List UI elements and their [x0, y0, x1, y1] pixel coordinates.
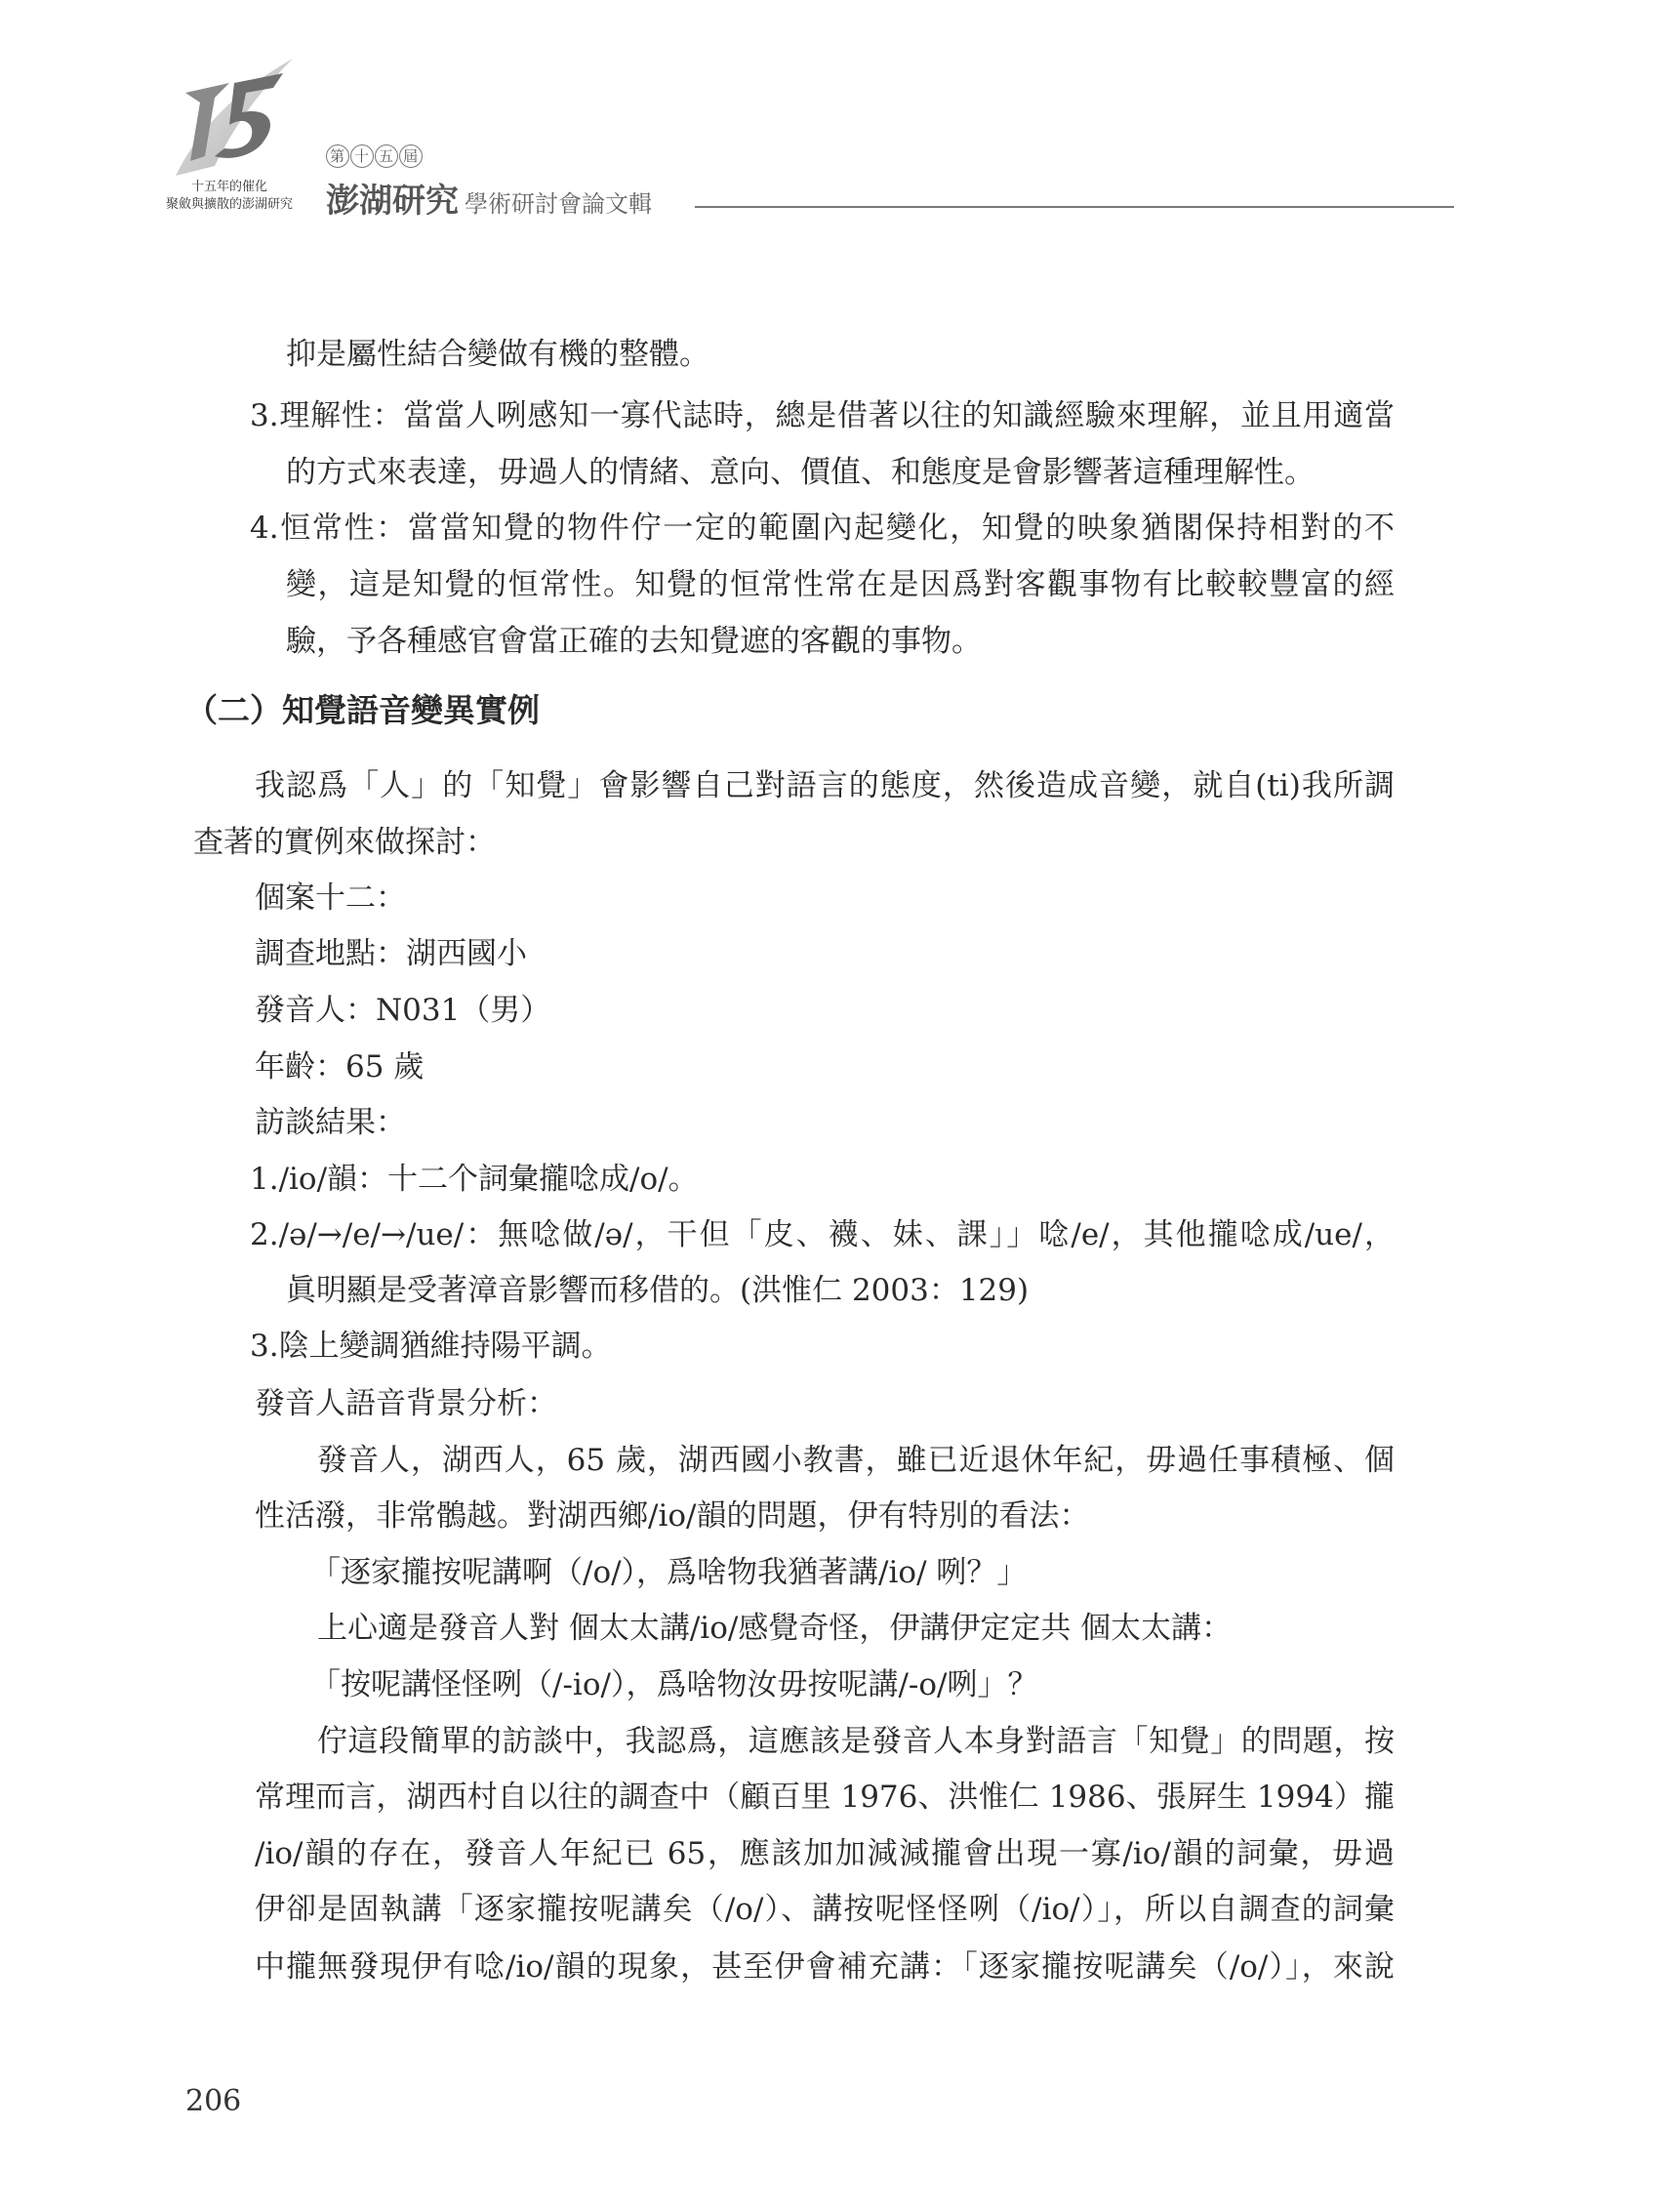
text-line: 的方式來表達，毋過人的情緒、意向、價值、和態度是會影響著這種理解性。 [286, 455, 1315, 490]
result-item-3: 3.陰上變調猶維持陽平調。 [250, 1329, 612, 1364]
survey-location: 調查地點：湖西國小 [255, 936, 527, 971]
list-item-3: 3.理解性：當當人咧感知一寡代誌時，總是借著以往的知識經驗來理解，並且用適當 [250, 398, 1395, 433]
speaker-id: 發音人：N031（男） [255, 993, 551, 1028]
paragraph-line: 常理而言，湖西村自以往的調查中（顧百里 1976、洪惟仁 1986、張屛生 1994）攏 [255, 1780, 1395, 1815]
edition-char: 第 [326, 144, 349, 168]
journal-title-main: 澎湖研究 [326, 182, 459, 221]
case-label: 個案十二： [255, 881, 406, 916]
paragraph-line: 發音人，湖西人，65 歲，湖西國小教書，雖已近退休年紀，毋過任事積極、個 [317, 1443, 1395, 1478]
result-item-2: 2./ə/→/e/→/ue/：無唸做/ə/，干但「皮、襪、妹、課」」唸/e/，其他攏唸成/ue/， [250, 1217, 1395, 1252]
logo-caption-1: 十五年的催化 [190, 180, 267, 194]
header-rule [695, 206, 1454, 208]
paragraph-line: 查著的實例來做探討： [193, 825, 496, 860]
text-line: 眞明顯是受著漳音影響而移借的。(洪惟仁 2003：129) [286, 1273, 1030, 1308]
text-line: 驗，予各種感官會當正確的去知覺遮的客觀的事物。 [286, 624, 982, 659]
journal-title [326, 174, 652, 222]
text-line: 抑是屬性結合變做有機的整體。 [286, 337, 709, 372]
paragraph-line: 我認爲「人」的「知覺」會影響自己對語言的態度，然後造成音變，就自(ti)我所調 [255, 768, 1395, 803]
edition-char: 五 [375, 144, 398, 168]
interview-results-label: 訪談結果： [255, 1105, 406, 1140]
paragraph-line: 中攏無發現伊有唸/io/韻的現象，甚至伊會補充講：「逐家攏按呢講矣（/o/）」，來說 [255, 1949, 1395, 1985]
logo-caption-2: 聚斂與擴散的澎湖研究 [165, 197, 293, 212]
edition-label [326, 144, 424, 168]
speaker-age: 年齡：65 歲 [255, 1049, 425, 1085]
result-item-1: 1./io/韻：十二个詞彙攏唸成/o/。 [250, 1162, 699, 1197]
paragraph-line: /io/韻的存在，發音人年紀已 65，應該加加減減攏會出現一寡/io/韻的詞彙，毋過 [255, 1836, 1395, 1871]
edition-char: 十 [350, 144, 374, 168]
paragraph-line: 性活潑，非常鶻越。對湖西鄉/io/韻的問題，伊有特別的看法： [255, 1498, 1090, 1534]
text-line: 變，這是知覺的恒常性。知覺的恒常性常在是因爲對客觀事物有比較較豐富的經 [286, 567, 1395, 602]
section-heading: （二）知覺語音變異實例 [185, 691, 540, 729]
background-analysis-label: 發音人語音背景分析： [255, 1386, 557, 1421]
paragraph-line: 上心適是發音人對 個太太講/io/感覺奇怪，伊講伊定定共 個太太講： [317, 1611, 1233, 1646]
list-item-4: 4.恒常性：當當知覺的物件佇一定的範圍內起變化，知覺的映象猶閣保持相對的不 [250, 511, 1395, 546]
journal-subtitle: 學術研討會論文輯 [465, 190, 652, 218]
quote-line: 「按呢講怪怪咧（/-io/），爲啥物汝毋按呢講/-o/咧」？ [310, 1667, 1038, 1702]
paragraph-line: 佇這段簡單的訪談中，我認爲，這應該是發音人本身對語言「知覺」的問題，按 [317, 1724, 1395, 1759]
edition-char: 屆 [399, 144, 423, 168]
paragraph-line: 伊卻是固執講「逐家攏按呢講矣（/o/）、講按呢怪怪咧（/io/）」，所以自調查的詞彙 [255, 1892, 1395, 1927]
page-number: 206 [185, 2084, 242, 2118]
quote-line: 「逐家攏按呢講啊（/o/），爲啥物我猶著講/io/ 咧？」 [310, 1555, 1028, 1590]
